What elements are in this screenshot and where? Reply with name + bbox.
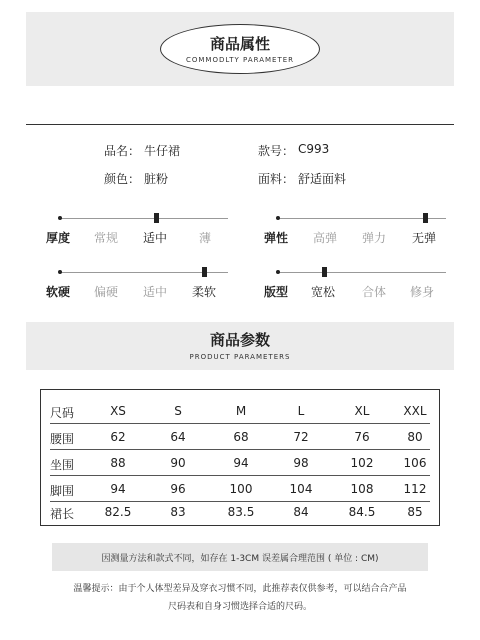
parameters-subtitle: PRODUCT PARAMETERS — [189, 353, 291, 361]
table-cell: 84.5 — [348, 505, 376, 519]
elasticity-name: 弹性 — [264, 231, 289, 245]
table-row-divider — [50, 449, 430, 450]
section-divider — [26, 124, 454, 125]
row-label-hem: 脚围 — [50, 484, 75, 498]
table-cell: 96 — [170, 482, 186, 496]
table-cell: 62 — [110, 430, 126, 444]
elasticity-scale-dot — [276, 216, 280, 220]
table-row-divider — [50, 475, 430, 476]
table-cell: 85 — [407, 505, 423, 519]
elasticity-scale-marker — [423, 213, 428, 223]
table-cell: 84 — [293, 505, 309, 519]
table-header-cell: XL — [354, 404, 370, 418]
name-label: 品名： — [104, 144, 141, 158]
fit-option-slim: 修身 — [410, 285, 435, 299]
table-cell: 94 — [233, 456, 249, 470]
table-header-cell: M — [235, 404, 247, 418]
tip-line-2: 尺码表和自身习惯选择合适的尺码。 — [167, 602, 312, 612]
thickness-scale-marker — [154, 213, 159, 223]
table-cell: 72 — [293, 430, 309, 444]
table-cell: 90 — [170, 456, 186, 470]
elasticity-option-high: 高弹 — [313, 231, 338, 245]
softness-scale-marker — [202, 267, 207, 277]
table-cell: 76 — [354, 430, 370, 444]
table-cell: 104 — [289, 482, 313, 496]
table-cell: 83 — [170, 505, 186, 519]
fabric-label: 面料： — [258, 172, 295, 186]
table-cell: 108 — [350, 482, 374, 496]
fit-name: 版型 — [264, 285, 289, 299]
table-cell: 112 — [403, 482, 427, 496]
elasticity-option-stretch: 弹力 — [362, 231, 387, 245]
table-cell: 82.5 — [104, 505, 132, 519]
thickness-option-medium: 适中 — [143, 231, 168, 245]
table-header-cell: S — [174, 404, 182, 418]
table-cell: 80 — [407, 430, 423, 444]
softness-name: 软硬 — [46, 285, 71, 299]
color-value: 脏粉 — [144, 172, 169, 186]
attributes-title: 商品属性 — [209, 35, 270, 53]
table-row-divider — [50, 501, 430, 502]
tip-line-1: 温馨提示：由于个人体型差异及穿衣习惯不同，此推荐表仅供参考，可以结合合产品 — [73, 584, 407, 594]
parameters-title: 商品参数 — [209, 331, 270, 349]
elasticity-option-none: 无弹 — [412, 231, 437, 245]
name-value: 牛仔裙 — [144, 144, 181, 158]
table-cell: 83.5 — [227, 505, 255, 519]
softness-option-soft: 柔软 — [192, 285, 217, 299]
fit-scale-line — [278, 272, 446, 273]
thickness-scale-line — [60, 218, 228, 219]
thickness-name: 厚度 — [46, 231, 71, 245]
table-cell: 88 — [110, 456, 126, 470]
code-label: 款号： — [258, 144, 295, 158]
row-label-hip: 坐围 — [50, 458, 75, 472]
elasticity-scale-line — [278, 218, 446, 219]
table-cell: 102 — [350, 456, 374, 470]
thickness-scale-dot — [58, 216, 62, 220]
table-header-cell: XS — [110, 404, 126, 418]
softness-option-hard: 偏硬 — [94, 285, 119, 299]
table-cell: 64 — [170, 430, 186, 444]
table-header-size: 尺码 — [50, 406, 75, 420]
table-cell: 68 — [233, 430, 249, 444]
fit-scale-marker — [322, 267, 327, 277]
row-label-length: 裙长 — [50, 507, 75, 521]
fit-option-regular: 合体 — [362, 285, 387, 299]
table-row-divider — [50, 423, 430, 424]
thickness-option-regular: 常规 — [94, 231, 119, 245]
row-label-waist: 腰围 — [50, 432, 75, 446]
table-cell: 98 — [293, 456, 309, 470]
table-cell: 94 — [110, 482, 126, 496]
attributes-subtitle: COMMODLTY PARAMETER — [185, 56, 295, 64]
softness-option-medium: 适中 — [143, 285, 168, 299]
table-cell: 100 — [229, 482, 253, 496]
table-header-cell: XXL — [403, 404, 427, 418]
fit-option-loose: 宽松 — [311, 285, 336, 299]
softness-scale-dot — [58, 270, 62, 274]
color-label: 颜色： — [104, 172, 141, 186]
table-header-cell: L — [297, 404, 305, 418]
measurement-note: 因测量方法和款式不同，如存在 1-3CM 误差属合理范围 ( 单位 : CM) — [101, 554, 379, 564]
table-cell: 106 — [403, 456, 427, 470]
thickness-option-thin: 薄 — [199, 231, 212, 245]
code-value: C993 — [298, 142, 330, 156]
fabric-value: 舒适面料 — [298, 172, 347, 186]
fit-scale-dot — [276, 270, 280, 274]
